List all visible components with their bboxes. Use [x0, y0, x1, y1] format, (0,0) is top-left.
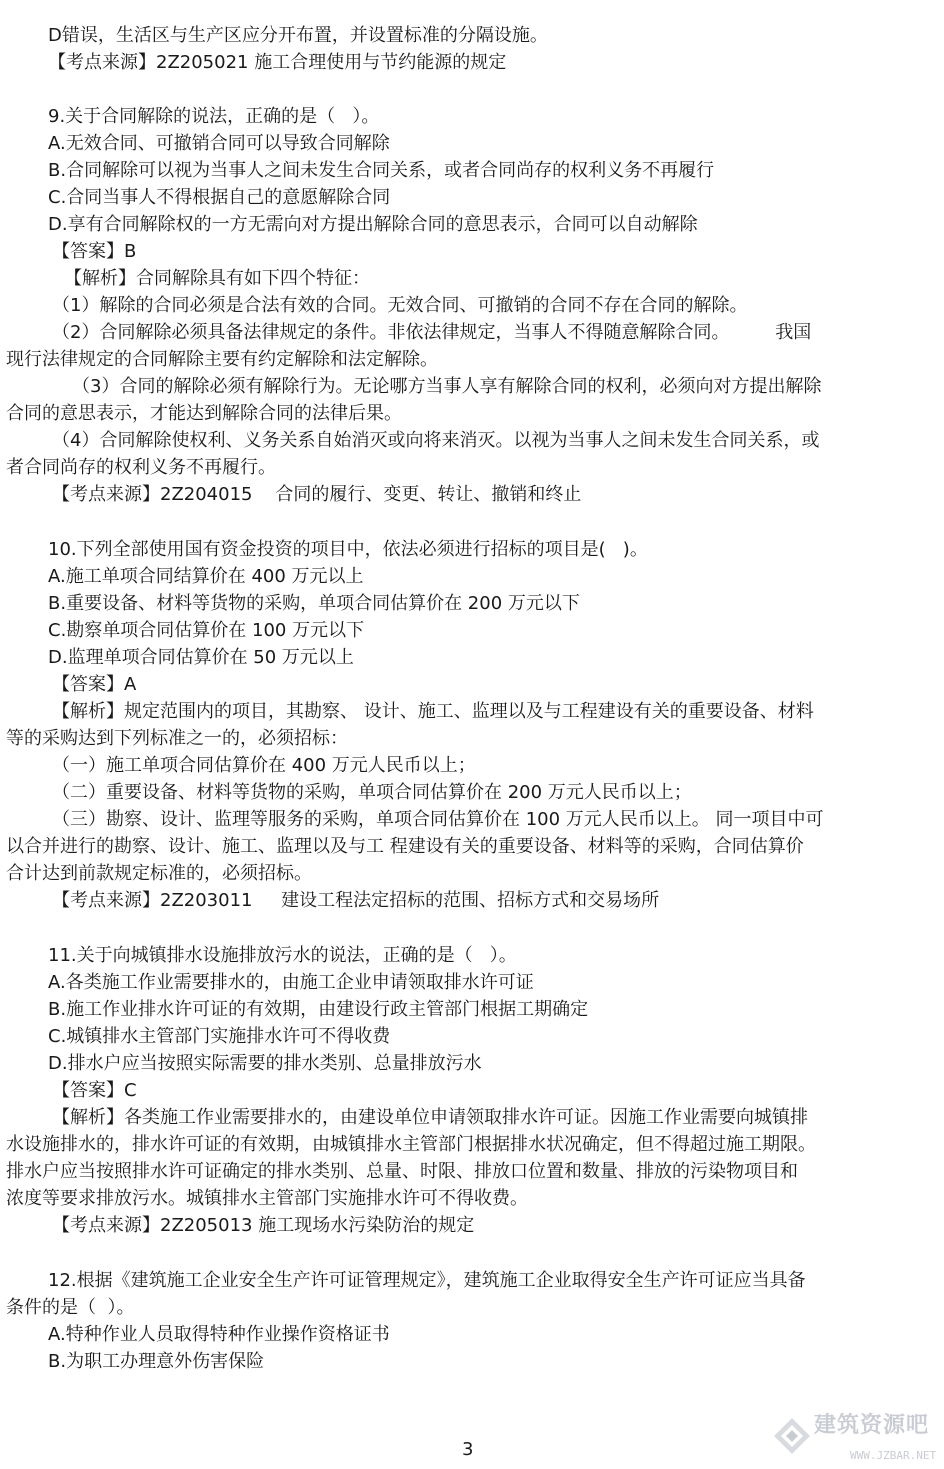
page-number: 3	[462, 1439, 474, 1460]
text-line: （2）合同解除必须具备法律规定的条件。非依法律规定，当事人不得随意解除合同。 我国	[52, 322, 812, 343]
question-12-option-b: B.为职工办理意外伤害保险	[48, 1351, 265, 1372]
question-12-option-a: A.特种作业人员取得特种作业操作资格证书	[48, 1324, 390, 1345]
question-12-stem: 12.根据《建筑施工企业安全生产许可证管理规定》，建筑施工企业取得安全生产许可证应当具备	[48, 1270, 806, 1291]
question-11-option-c: C.城镇排水主管部门实施排水许可不得收费	[48, 1026, 391, 1047]
question-9-stem: 9.关于合同解除的说法，正确的是（ ）。	[48, 106, 380, 127]
text-line: 浓度等要求排放污水。城镇排水主管部门实施排水许可不得收费。	[6, 1188, 528, 1209]
text-line: 合同的意思表示，才能达到解除合同的法律后果。	[6, 403, 402, 424]
question-9-option-a: A.无效合同、可撤销合同可以导致合同解除	[48, 133, 390, 154]
text-line: 等的采购达到下列标准之一的，必须招标：	[6, 728, 348, 749]
question-10-answer: 【答案】A	[52, 674, 137, 695]
question-9-answer: 【答案】B	[52, 241, 137, 262]
question-11-option-b: B.施工作业排水许可证的有效期，由建设行政主管部门根据工期确定	[48, 999, 589, 1020]
text-line: 以合并进行的勘察、设计、施工、监理以及与工 程建设有关的重要设备、材料等的采购，合同估算价	[6, 836, 804, 857]
question-11-option-d: D.排水户应当按照实际需要的排水类别、总量排放污水	[48, 1053, 482, 1074]
question-11-answer: 【答案】C	[52, 1080, 137, 1101]
watermark-name: 建筑资源吧	[814, 1413, 930, 1438]
question-9-source: 【考点来源】2Z204015 合同的履行、变更、转让、撤销和终止	[52, 484, 582, 505]
watermark-url: WWW.JZBAR.NET	[850, 1449, 937, 1462]
question-10-option-d: D.监理单项合同估算价在 50 万元以上	[48, 647, 354, 668]
question-9-option-d: D.享有合同解除权的一方无需向对方提出解除合同的意思表示，合同可以自动解除	[48, 214, 698, 235]
text-line: 条件的是（ ）。	[6, 1297, 135, 1318]
question-10-option-c: C.勘察单项合同估算价在 100 万元以下	[48, 620, 365, 641]
question-10-source: 【考点来源】2Z203011 建设工程法定招标的范围、招标方式和交易场所	[52, 890, 660, 911]
question-9-explanation: 【解析】合同解除具有如下四个特征：	[64, 268, 370, 289]
question-10-option-b: B.重要设备、材料等货物的采购，单项合同估算价在 200 万元以下	[48, 593, 580, 614]
text-line: 现行法律规定的合同解除主要有约定解除和法定解除。	[6, 349, 438, 370]
text-line: （1）解除的合同必须是合法有效的合同。无效合同、可撤销的合同不存在合同的解除。	[52, 295, 748, 316]
question-10-option-a: A.施工单项合同结算价在 400 万元以上	[48, 566, 364, 587]
watermark	[770, 1412, 940, 1462]
question-9-option-b: B.合同解除可以视为当事人之间未发生合同关系，或者合同尚存的权利义务不再履行	[48, 160, 715, 181]
question-10-stem: 10.下列全部使用国有资金投资的项目中，依法必须进行招标的项目是( )。	[48, 539, 648, 560]
text-line: 者合同尚存的权利义务不再履行。	[6, 457, 276, 478]
question-10-explanation: 【解析】规定范围内的项目，其勘察、 设计、施工、监理以及与工程建设有关的重要设备、材料	[52, 701, 814, 722]
question-11-option-a: A.各类施工作业需要排水的，由施工企业申请领取排水许可证	[48, 972, 534, 993]
question-11-source: 【考点来源】2Z205013 施工现场水污染防治的规定	[52, 1215, 475, 1236]
text-line: 排水户应当按照排水许可证确定的排水类别、总量、时限、排放口位置和数量、排放的污染物项目和	[6, 1161, 798, 1182]
question-11-explanation: 【解析】各类施工作业需要排水的，由建设单位申请领取排水许可证。因施工作业需要向城镇排	[52, 1107, 808, 1128]
diamond-logo-icon	[772, 1416, 812, 1456]
question-9-option-c: C.合同当事人不得根据自己的意愿解除合同	[48, 187, 391, 208]
text-line: （4）合同解除使权利、义务关系自始消灭或向将来消灭。以视为当事人之间未发生合同关系，或	[52, 430, 820, 451]
question-11-stem: 11.关于向城镇排水设施排放污水的说法，正确的是（ ）。	[48, 945, 517, 966]
text-line: （三）勘察、设计、监理等服务的采购，单项合同估算价在 100 万元人民币以上。 同一项目中可	[52, 809, 824, 830]
text-line: 水设施排水的，排水许可证的有效期，由城镇排水主管部门根据排水状况确定，但不得超过施工期限。	[6, 1134, 816, 1155]
text-line: （3）合同的解除必须有解除行为。无论哪方当事人享有解除合同的权利，必须向对方提出解除	[72, 376, 822, 397]
text-line: D错误，生活区与生产区应分开布置，并设置标准的分隔设施。	[48, 25, 548, 46]
source-line: 【考点来源】2Z205021 施工合理使用与节约能源的规定	[48, 52, 507, 73]
text-line: 合计达到前款规定标准的，必须招标。	[6, 863, 312, 884]
text-line: （二）重要设备、材料等货物的采购，单项合同估算价在 200 万元人民币以上；	[52, 782, 692, 803]
text-line: （一）施工单项合同估算价在 400 万元人民币以上；	[52, 755, 476, 776]
